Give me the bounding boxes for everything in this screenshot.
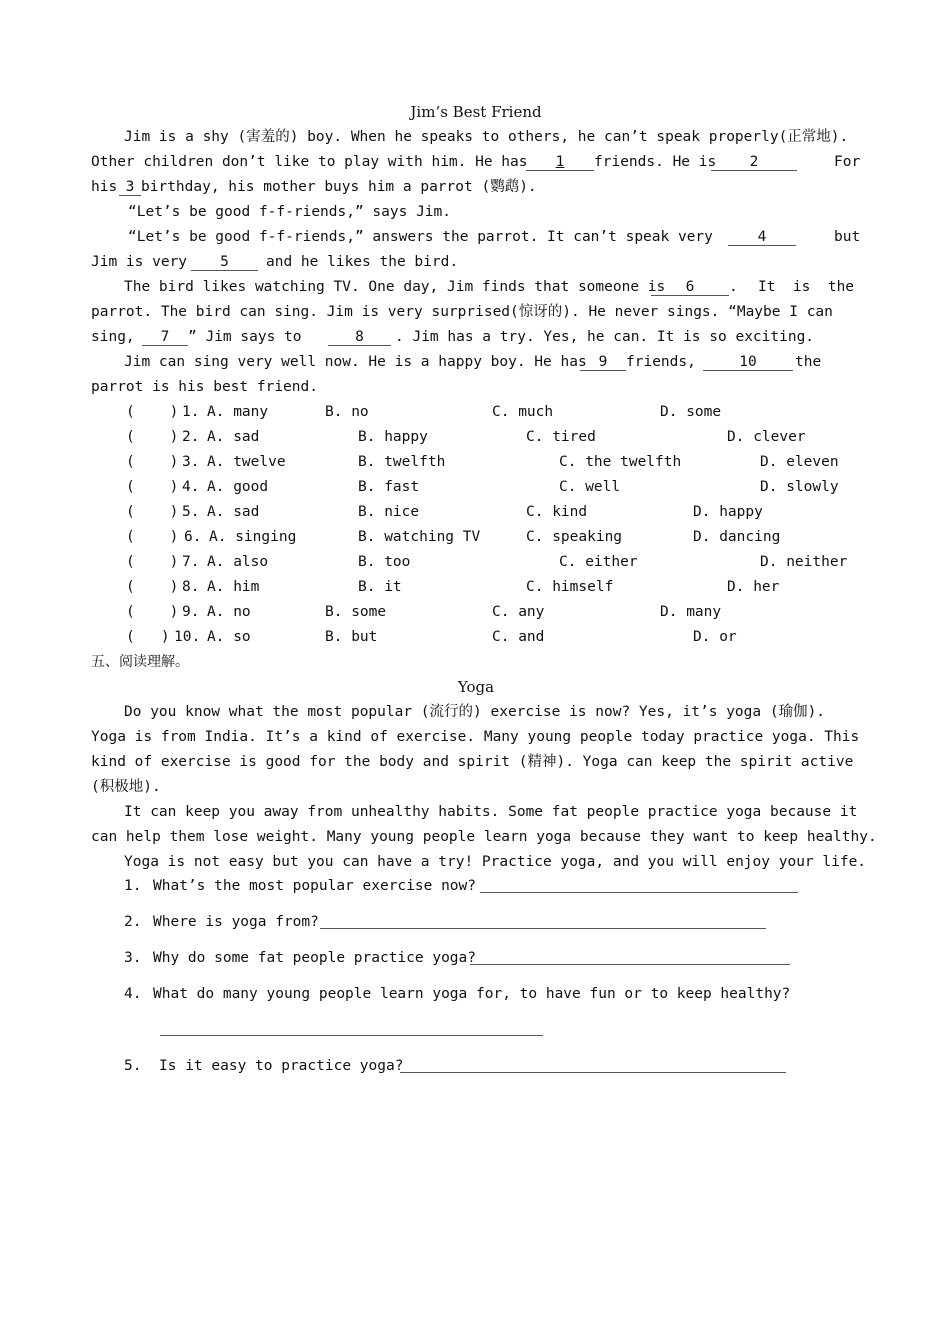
option-d[interactable]: D. or bbox=[693, 629, 737, 645]
question-number: 1. bbox=[182, 404, 200, 420]
answer-line[interactable] bbox=[480, 891, 798, 893]
option-b[interactable]: B. too bbox=[358, 554, 411, 570]
worksheet-page: Jim’s Best Friend Jim is a shy (害羞的) boy. When he speaks to others, he can’t speak properly(正常地). Other children don’t like to play with him. He has 1 friends. He is 2 For his 3 birthday, his mother buys him a parrot (鹦鹉). “Let’s be good f-f-riends,” says Jim. “Let’s be good f-f-riends,” answers the parrot. It can’t speak very 4 but Jim is very 5 and he likes the bird. The bird likes watching TV. One day, Jim finds that someone is 6 . It is the parrot. The bird can sing. Jim is very surprised(惊讶的). He never sings. “Maybe I can sing, 7 ” Jim says to 8 . Jim has a try. Yes, he can. It is so exciting. Jim can sing very well now. He is a happy boy. He has 9 friends, 10 the parrot is his best friend. ( ) 1. A. many B. no C. much D. some ( ) 2. A. sad B. happy C. tired D. clever ( ) 3. A. twelve B. twelfth C. the twelfth D. eleven ( ) 4. A. good B. fast C. well D. slowly ( ) 5. A. sad B. nice C. kind D. happy ( ) 6. A. singing B. watching TV C. speaking D. dancing ( ) 7. A. also B. too C. either D. neither ( ) 8. A. him B. it C. himself D. her ( ) 9. A. no B. some C. any D. many ( ) 10. A. so B. but C. and D. or 五、阅读理解。 Yoga Do you know what the most popular (流行的) exercise is now? Yes, it’s yoga (瑜伽). Yoga is from India. It’s a kind of exercise. Many young people today practice yoga. This kind of exercise is good for the body and spirit (精神). Yoga can keep the spirit active (积极地). It can keep you away from unhealthy habits. Some fat people practice yoga because it can help them lose weight. Many young people learn yoga because they want to keep healthy. Yoga is not easy but you can have a try! Practice yoga, and you will enjoy your life. 1. What’s the most popular exercise now? 2. Where is yoga from? 3. Why do some fat people practice yoga? 4. What do many young people learn yoga for, to have fun or to keep healthy? 5. Is it easy to practice yoga? bbox=[91, 103, 877, 1074]
option-c[interactable]: C. much bbox=[492, 404, 554, 420]
blank-underline bbox=[703, 369, 793, 371]
option-a[interactable]: A. good bbox=[207, 479, 269, 495]
option-a[interactable]: A. no bbox=[207, 604, 251, 620]
passage-line: For bbox=[834, 154, 861, 170]
answer-line[interactable] bbox=[320, 927, 766, 929]
option-b[interactable]: B. watching TV bbox=[358, 529, 481, 545]
question-number: 3. bbox=[182, 454, 200, 470]
option-d[interactable]: D. dancing bbox=[693, 529, 781, 545]
option-d[interactable]: D. many bbox=[660, 604, 722, 620]
option-b[interactable]: B. some bbox=[325, 604, 387, 620]
answer-paren[interactable]: ( ) bbox=[126, 429, 179, 445]
option-c[interactable]: C. well bbox=[559, 479, 621, 495]
option-d[interactable]: D. slowly bbox=[760, 479, 839, 495]
question-number: 9. bbox=[182, 604, 200, 620]
blank-underline bbox=[191, 269, 258, 271]
passage-line: Jim is very bbox=[91, 254, 188, 270]
option-d[interactable]: D. clever bbox=[727, 429, 806, 445]
yoga-question-number: 4. bbox=[124, 986, 142, 1002]
blank-5[interactable]: 5 bbox=[220, 254, 229, 270]
option-c[interactable]: C. speaking bbox=[526, 529, 623, 545]
yoga-question-text: What’s the most popular exercise now? bbox=[153, 878, 477, 894]
yoga-line: can help them lose weight. Many young people learn yoga because they want to keep healthy. bbox=[91, 829, 877, 845]
option-a[interactable]: A. so bbox=[207, 629, 251, 645]
answer-paren[interactable]: ( ) bbox=[126, 504, 179, 520]
answer-paren[interactable]: ( ) bbox=[126, 629, 170, 645]
option-c[interactable]: C. tired bbox=[526, 429, 596, 445]
option-d[interactable]: D. happy bbox=[693, 504, 763, 520]
answer-paren[interactable]: ( ) bbox=[126, 479, 179, 495]
blank-8[interactable]: 8 bbox=[355, 329, 364, 345]
blank-3[interactable]: 3 bbox=[125, 179, 135, 195]
question-number: 10. bbox=[174, 629, 201, 645]
option-b[interactable]: B. it bbox=[358, 579, 402, 595]
option-b[interactable]: B. fast bbox=[358, 479, 420, 495]
answer-line[interactable] bbox=[400, 1071, 786, 1073]
option-c[interactable]: C. kind bbox=[526, 504, 588, 520]
answer-paren[interactable]: ( ) bbox=[126, 404, 179, 420]
option-c[interactable]: C. and bbox=[492, 629, 545, 645]
answer-paren[interactable]: ( ) bbox=[126, 554, 179, 570]
option-c[interactable]: C. either bbox=[559, 554, 638, 570]
blank-1[interactable]: 1 bbox=[555, 154, 565, 170]
blank-underline bbox=[119, 194, 141, 196]
answer-paren[interactable]: ( ) bbox=[126, 579, 179, 595]
passage-line: “Let’s be good f-f-riends,” says Jim. bbox=[128, 204, 452, 220]
blank-underline bbox=[728, 244, 796, 246]
answer-paren[interactable]: ( ) bbox=[126, 529, 179, 545]
option-d[interactable]: D. her bbox=[727, 579, 780, 595]
option-a[interactable]: A. sad bbox=[207, 429, 260, 445]
option-a[interactable]: A. him bbox=[207, 579, 260, 595]
option-a[interactable]: A. sad bbox=[207, 504, 260, 520]
option-b[interactable]: B. but bbox=[325, 629, 378, 645]
answer-paren[interactable]: ( ) bbox=[126, 454, 179, 470]
question-number: 8. bbox=[182, 579, 200, 595]
blank-underline bbox=[651, 294, 729, 296]
passage-line: parrot. The bird can sing. Jim is very surprised(惊讶的). He never sings. “Maybe I can bbox=[91, 304, 833, 320]
passage-line: friends. He is bbox=[594, 154, 717, 170]
blank-4[interactable]: 4 bbox=[757, 229, 767, 245]
passage-line: It is the bbox=[758, 279, 855, 295]
yoga-question-number: 2. bbox=[124, 914, 142, 930]
passage-line: ” Jim says to bbox=[188, 329, 302, 345]
option-d[interactable]: D. neither bbox=[760, 554, 848, 570]
blank-underline bbox=[526, 169, 594, 171]
blank-underline bbox=[580, 369, 626, 371]
option-d[interactable]: D. eleven bbox=[760, 454, 839, 470]
question-number: 2. bbox=[182, 429, 200, 445]
passage-line: birthday, his mother buys him a parrot (鹦鹉). bbox=[141, 179, 537, 195]
yoga-title: Yoga bbox=[457, 678, 495, 696]
option-b[interactable]: B. nice bbox=[358, 504, 420, 520]
yoga-question-number: 1. bbox=[124, 878, 142, 894]
yoga-question-text: Why do some fat people practice yoga? bbox=[153, 950, 477, 966]
yoga-line: Yoga is from India. It’s a kind of exercise. Many young people today practice yoga. This bbox=[91, 729, 860, 745]
blank-9[interactable]: 9 bbox=[598, 354, 608, 370]
yoga-question-number: 3. bbox=[124, 950, 142, 966]
passage-line: and he likes the bird. bbox=[266, 254, 459, 270]
blank-6[interactable]: 6 bbox=[685, 279, 695, 295]
option-c[interactable]: C. the twelfth bbox=[559, 454, 682, 470]
yoga-line: kind of exercise is good for the body and spirit (精神). Yoga can keep the spirit active bbox=[91, 754, 854, 770]
blank-underline bbox=[711, 169, 797, 171]
answer-line[interactable] bbox=[470, 963, 790, 965]
option-a[interactable]: A. singing bbox=[209, 529, 297, 545]
question-number: 5. bbox=[182, 504, 200, 520]
option-b[interactable]: B. no bbox=[325, 404, 369, 420]
question-number: 6. bbox=[184, 529, 202, 545]
answer-paren[interactable]: ( ) bbox=[126, 604, 179, 620]
option-a[interactable]: A. many bbox=[207, 404, 269, 420]
blank-7[interactable]: 7 bbox=[160, 329, 170, 345]
blank-underline bbox=[328, 344, 391, 346]
passage-line: The bird likes watching TV. One day, Jim finds that someone is bbox=[124, 279, 666, 295]
passage-line: Jim is a shy (害羞的) boy. When he speaks to others, he can’t speak properly(正常地). bbox=[124, 129, 849, 145]
passage-line: “Let’s be good f-f-riends,” answers the parrot. It can’t speak very bbox=[128, 229, 713, 245]
yoga-line: It can keep you away from unhealthy habits. Some fat people practice yoga because it bbox=[124, 804, 858, 820]
yoga-question-text: Is it easy to practice yoga? bbox=[159, 1058, 404, 1074]
passage-line: Jim can sing very well now. He is a happy boy. He has bbox=[124, 354, 587, 370]
passage-line: sing, bbox=[91, 329, 135, 345]
option-d[interactable]: D. some bbox=[660, 404, 722, 420]
blank-2[interactable]: 2 bbox=[749, 154, 759, 170]
passage-line: parrot is his best friend. bbox=[91, 379, 318, 395]
blank-underline bbox=[142, 344, 188, 346]
question-number: 4. bbox=[182, 479, 200, 495]
passage-line: his bbox=[91, 179, 118, 195]
passage-line: the bbox=[795, 354, 822, 370]
option-a[interactable]: A. also bbox=[207, 554, 269, 570]
question-number: 7. bbox=[182, 554, 200, 570]
blank-10[interactable]: 10 bbox=[739, 354, 757, 370]
yoga-line: Do you know what the most popular (流行的) exercise is now? Yes, it’s yoga (瑜伽). bbox=[124, 704, 826, 720]
passage-line: friends, bbox=[626, 354, 696, 370]
option-c[interactable]: C. himself bbox=[526, 579, 614, 595]
yoga-question-number: 5. bbox=[124, 1058, 142, 1074]
yoga-line: (积极地). bbox=[91, 779, 161, 795]
passage-line: but bbox=[834, 229, 861, 245]
answer-line[interactable] bbox=[160, 1034, 543, 1036]
section-heading: 五、阅读理解。 bbox=[91, 654, 189, 670]
option-c[interactable]: C. any bbox=[492, 604, 545, 620]
option-b[interactable]: B. twelfth bbox=[358, 454, 446, 470]
passage-line: Other children don’t like to play with him. He has bbox=[91, 154, 537, 170]
option-b[interactable]: B. happy bbox=[358, 429, 428, 445]
yoga-question-text: What do many young people learn yoga for, to have fun or to keep healthy? bbox=[153, 986, 791, 1002]
yoga-line: Yoga is not easy but you can have a try! Practice yoga, and you will enjoy your life. bbox=[124, 854, 867, 870]
option-a[interactable]: A. twelve bbox=[207, 454, 286, 470]
yoga-question-text: Where is yoga from? bbox=[153, 914, 319, 930]
passage-line: . Jim has a try. Yes, he can. It is so exciting. bbox=[395, 329, 815, 345]
passage-title: Jim’s Best Friend bbox=[410, 103, 542, 121]
